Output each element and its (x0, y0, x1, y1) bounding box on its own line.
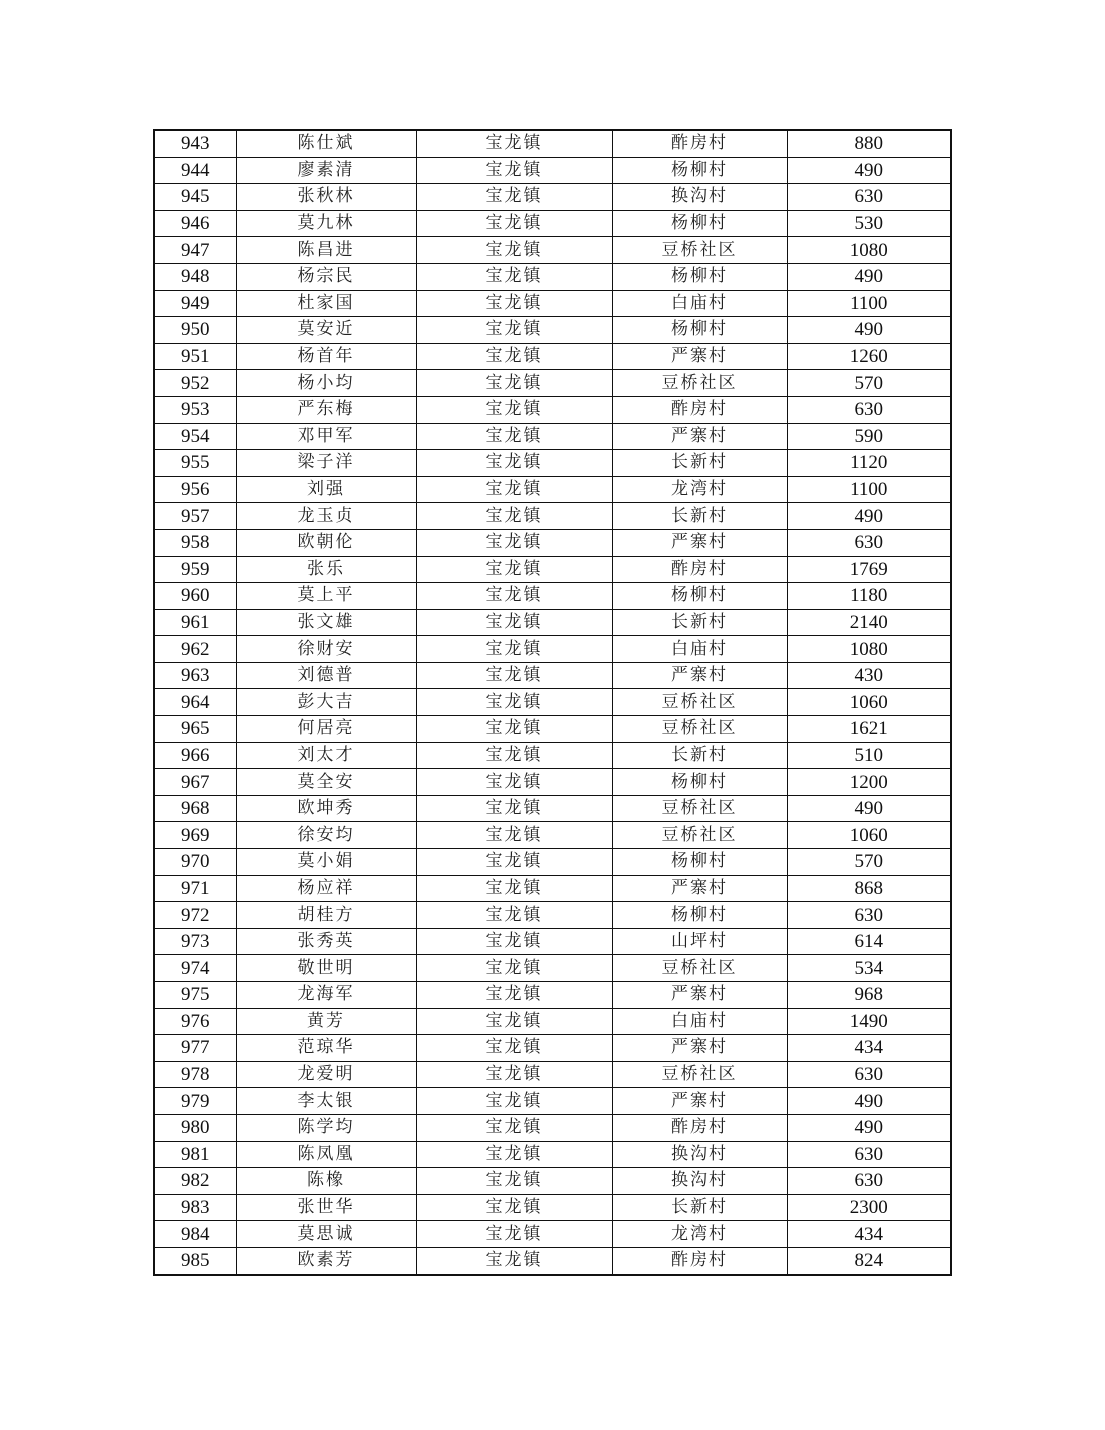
cell-serial-number: 977 (154, 1035, 236, 1062)
cell-village: 山坪村 (612, 928, 787, 955)
cell-amount: 1100 (787, 476, 951, 503)
cell-village: 龙湾村 (612, 476, 787, 503)
cell-town: 宝龙镇 (416, 184, 612, 211)
cell-amount: 1100 (787, 290, 951, 317)
cell-serial-number: 947 (154, 237, 236, 264)
cell-person-name: 何居亮 (236, 716, 416, 743)
cell-village: 严寨村 (612, 343, 787, 370)
cell-amount: 2140 (787, 609, 951, 636)
table-row (154, 875, 951, 902)
table-row (154, 476, 951, 503)
cell-amount: 968 (787, 982, 951, 1009)
cell-town: 宝龙镇 (416, 157, 612, 184)
table-row (154, 1221, 951, 1248)
cell-person-name: 邓甲军 (236, 423, 416, 450)
cell-person-name: 刘太才 (236, 742, 416, 769)
cell-village: 严寨村 (612, 662, 787, 689)
cell-person-name: 梁子洋 (236, 450, 416, 477)
table-row (154, 556, 951, 583)
cell-village: 杨柳村 (612, 263, 787, 290)
cell-serial-number: 981 (154, 1141, 236, 1168)
table-row (154, 529, 951, 556)
cell-person-name: 严东梅 (236, 396, 416, 423)
cell-amount: 490 (787, 1088, 951, 1115)
cell-town: 宝龙镇 (416, 1114, 612, 1141)
cell-person-name: 徐安均 (236, 822, 416, 849)
cell-amount: 1080 (787, 237, 951, 264)
cell-town: 宝龙镇 (416, 529, 612, 556)
table-row (154, 450, 951, 477)
cell-town: 宝龙镇 (416, 902, 612, 929)
cell-person-name: 杨小均 (236, 370, 416, 397)
cell-town: 宝龙镇 (416, 370, 612, 397)
roster-table (153, 129, 952, 1276)
cell-person-name: 廖素清 (236, 157, 416, 184)
cell-amount: 1769 (787, 556, 951, 583)
cell-town: 宝龙镇 (416, 1141, 612, 1168)
cell-serial-number: 954 (154, 423, 236, 450)
cell-amount: 614 (787, 928, 951, 955)
cell-village: 杨柳村 (612, 583, 787, 610)
table-row (154, 396, 951, 423)
cell-serial-number: 945 (154, 184, 236, 211)
cell-serial-number: 969 (154, 822, 236, 849)
cell-village: 长新村 (612, 742, 787, 769)
cell-serial-number: 973 (154, 928, 236, 955)
cell-village: 白庙村 (612, 290, 787, 317)
table-row (154, 689, 951, 716)
cell-village: 酢房村 (612, 1247, 787, 1274)
table-row (154, 583, 951, 610)
table-row (154, 769, 951, 796)
cell-town: 宝龙镇 (416, 290, 612, 317)
cell-town: 宝龙镇 (416, 928, 612, 955)
cell-amount: 534 (787, 955, 951, 982)
cell-serial-number: 952 (154, 370, 236, 397)
cell-person-name: 敬世明 (236, 955, 416, 982)
cell-person-name: 欧素芳 (236, 1247, 416, 1274)
cell-amount: 510 (787, 742, 951, 769)
cell-amount: 630 (787, 529, 951, 556)
cell-person-name: 陈昌进 (236, 237, 416, 264)
cell-person-name: 龙海军 (236, 982, 416, 1009)
cell-serial-number: 978 (154, 1061, 236, 1088)
cell-village: 豆桥社区 (612, 716, 787, 743)
table-row (154, 1168, 951, 1195)
table-row (154, 662, 951, 689)
table-row (154, 1061, 951, 1088)
cell-person-name: 莫安近 (236, 317, 416, 344)
cell-village: 换沟村 (612, 1141, 787, 1168)
cell-serial-number: 955 (154, 450, 236, 477)
cell-village: 豆桥社区 (612, 689, 787, 716)
cell-village: 长新村 (612, 1194, 787, 1221)
cell-serial-number: 960 (154, 583, 236, 610)
cell-person-name: 莫思诚 (236, 1221, 416, 1248)
cell-village: 龙湾村 (612, 1221, 787, 1248)
cell-village: 杨柳村 (612, 902, 787, 929)
cell-town: 宝龙镇 (416, 1168, 612, 1195)
cell-village: 严寨村 (612, 1035, 787, 1062)
cell-person-name: 陈学均 (236, 1114, 416, 1141)
cell-amount: 630 (787, 1168, 951, 1195)
cell-town: 宝龙镇 (416, 982, 612, 1009)
cell-serial-number: 971 (154, 875, 236, 902)
cell-amount: 1621 (787, 716, 951, 743)
table-row (154, 636, 951, 663)
table-row (154, 795, 951, 822)
table-row (154, 1035, 951, 1062)
cell-serial-number: 976 (154, 1008, 236, 1035)
cell-amount: 590 (787, 423, 951, 450)
cell-village: 杨柳村 (612, 317, 787, 344)
roster-table-body (154, 130, 951, 1275)
table-row (154, 263, 951, 290)
cell-town: 宝龙镇 (416, 423, 612, 450)
cell-person-name: 莫小娟 (236, 849, 416, 876)
cell-serial-number: 962 (154, 636, 236, 663)
table-row (154, 290, 951, 317)
cell-amount: 1080 (787, 636, 951, 663)
cell-serial-number: 979 (154, 1088, 236, 1115)
cell-amount: 1260 (787, 343, 951, 370)
cell-town: 宝龙镇 (416, 130, 612, 157)
cell-village: 豆桥社区 (612, 795, 787, 822)
cell-town: 宝龙镇 (416, 795, 612, 822)
cell-person-name: 欧朝伦 (236, 529, 416, 556)
cell-amount: 1180 (787, 583, 951, 610)
cell-town: 宝龙镇 (416, 636, 612, 663)
cell-village: 严寨村 (612, 1088, 787, 1115)
cell-amount: 824 (787, 1247, 951, 1274)
cell-person-name: 张秋林 (236, 184, 416, 211)
cell-town: 宝龙镇 (416, 849, 612, 876)
cell-amount: 1060 (787, 689, 951, 716)
cell-serial-number: 965 (154, 716, 236, 743)
cell-village: 杨柳村 (612, 849, 787, 876)
cell-person-name: 莫九林 (236, 210, 416, 237)
cell-person-name: 彭大吉 (236, 689, 416, 716)
cell-village: 豆桥社区 (612, 955, 787, 982)
cell-serial-number: 951 (154, 343, 236, 370)
cell-town: 宝龙镇 (416, 875, 612, 902)
cell-person-name: 欧坤秀 (236, 795, 416, 822)
cell-town: 宝龙镇 (416, 317, 612, 344)
cell-person-name: 张秀英 (236, 928, 416, 955)
cell-person-name: 莫上平 (236, 583, 416, 610)
cell-village: 白庙村 (612, 636, 787, 663)
cell-person-name: 莫全安 (236, 769, 416, 796)
cell-serial-number: 959 (154, 556, 236, 583)
cell-serial-number: 944 (154, 157, 236, 184)
cell-amount: 490 (787, 503, 951, 530)
cell-town: 宝龙镇 (416, 955, 612, 982)
cell-person-name: 陈仕斌 (236, 130, 416, 157)
cell-person-name: 杨应祥 (236, 875, 416, 902)
cell-person-name: 龙玉贞 (236, 503, 416, 530)
cell-person-name: 刘强 (236, 476, 416, 503)
cell-serial-number: 974 (154, 955, 236, 982)
cell-town: 宝龙镇 (416, 237, 612, 264)
cell-town: 宝龙镇 (416, 1088, 612, 1115)
table-row (154, 343, 951, 370)
cell-village: 豆桥社区 (612, 370, 787, 397)
cell-town: 宝龙镇 (416, 476, 612, 503)
cell-serial-number: 957 (154, 503, 236, 530)
cell-village: 豆桥社区 (612, 1061, 787, 1088)
table-row (154, 210, 951, 237)
cell-town: 宝龙镇 (416, 396, 612, 423)
cell-serial-number: 963 (154, 662, 236, 689)
cell-person-name: 杜家国 (236, 290, 416, 317)
table-row (154, 822, 951, 849)
table-row (154, 902, 951, 929)
table-row (154, 317, 951, 344)
cell-amount: 1120 (787, 450, 951, 477)
cell-town: 宝龙镇 (416, 609, 612, 636)
cell-village: 长新村 (612, 450, 787, 477)
cell-village: 严寨村 (612, 529, 787, 556)
cell-amount: 868 (787, 875, 951, 902)
cell-town: 宝龙镇 (416, 662, 612, 689)
cell-village: 严寨村 (612, 982, 787, 1009)
table-row (154, 237, 951, 264)
table-row (154, 1088, 951, 1115)
table-row (154, 503, 951, 530)
cell-serial-number: 970 (154, 849, 236, 876)
cell-person-name: 黄芳 (236, 1008, 416, 1035)
table-row (154, 955, 951, 982)
cell-town: 宝龙镇 (416, 1221, 612, 1248)
cell-amount: 630 (787, 1061, 951, 1088)
cell-serial-number: 983 (154, 1194, 236, 1221)
cell-serial-number: 956 (154, 476, 236, 503)
table-row (154, 184, 951, 211)
cell-village: 杨柳村 (612, 157, 787, 184)
cell-serial-number: 966 (154, 742, 236, 769)
cell-person-name: 胡桂方 (236, 902, 416, 929)
cell-amount: 570 (787, 370, 951, 397)
table-row (154, 1247, 951, 1274)
cell-amount: 434 (787, 1035, 951, 1062)
table-row (154, 1008, 951, 1035)
cell-person-name: 陈凤凰 (236, 1141, 416, 1168)
cell-town: 宝龙镇 (416, 1247, 612, 1274)
cell-village: 杨柳村 (612, 210, 787, 237)
cell-serial-number: 950 (154, 317, 236, 344)
table-row (154, 716, 951, 743)
cell-village: 酢房村 (612, 130, 787, 157)
cell-village: 酢房村 (612, 1114, 787, 1141)
cell-serial-number: 967 (154, 769, 236, 796)
cell-village: 白庙村 (612, 1008, 787, 1035)
cell-amount: 630 (787, 396, 951, 423)
cell-amount: 430 (787, 662, 951, 689)
table-row (154, 1141, 951, 1168)
cell-serial-number: 946 (154, 210, 236, 237)
cell-village: 酢房村 (612, 396, 787, 423)
cell-person-name: 杨宗民 (236, 263, 416, 290)
cell-amount: 1490 (787, 1008, 951, 1035)
cell-amount: 630 (787, 1141, 951, 1168)
cell-village: 长新村 (612, 609, 787, 636)
cell-amount: 880 (787, 130, 951, 157)
cell-serial-number: 948 (154, 263, 236, 290)
table-row (154, 1114, 951, 1141)
cell-town: 宝龙镇 (416, 689, 612, 716)
table-row (154, 928, 951, 955)
cell-town: 宝龙镇 (416, 1061, 612, 1088)
cell-serial-number: 982 (154, 1168, 236, 1195)
cell-amount: 434 (787, 1221, 951, 1248)
cell-village: 换沟村 (612, 184, 787, 211)
cell-village: 长新村 (612, 503, 787, 530)
cell-serial-number: 953 (154, 396, 236, 423)
table-row (154, 157, 951, 184)
table-row (154, 849, 951, 876)
cell-amount: 1200 (787, 769, 951, 796)
cell-amount: 490 (787, 795, 951, 822)
cell-serial-number: 949 (154, 290, 236, 317)
cell-town: 宝龙镇 (416, 583, 612, 610)
cell-amount: 490 (787, 317, 951, 344)
cell-village: 豆桥社区 (612, 237, 787, 264)
cell-amount: 490 (787, 1114, 951, 1141)
cell-town: 宝龙镇 (416, 1194, 612, 1221)
cell-amount: 630 (787, 184, 951, 211)
cell-serial-number: 985 (154, 1247, 236, 1274)
cell-person-name: 刘德普 (236, 662, 416, 689)
cell-person-name: 张文雄 (236, 609, 416, 636)
table-row (154, 609, 951, 636)
table-row (154, 1194, 951, 1221)
cell-village: 杨柳村 (612, 769, 787, 796)
cell-town: 宝龙镇 (416, 210, 612, 237)
cell-amount: 570 (787, 849, 951, 876)
cell-person-name: 张世华 (236, 1194, 416, 1221)
cell-amount: 2300 (787, 1194, 951, 1221)
cell-serial-number: 943 (154, 130, 236, 157)
table-row (154, 370, 951, 397)
cell-amount: 1060 (787, 822, 951, 849)
cell-person-name: 陈橡 (236, 1168, 416, 1195)
cell-town: 宝龙镇 (416, 343, 612, 370)
cell-village: 豆桥社区 (612, 822, 787, 849)
cell-serial-number: 972 (154, 902, 236, 929)
cell-town: 宝龙镇 (416, 263, 612, 290)
cell-serial-number: 968 (154, 795, 236, 822)
cell-person-name: 张乐 (236, 556, 416, 583)
cell-town: 宝龙镇 (416, 503, 612, 530)
cell-person-name: 李太银 (236, 1088, 416, 1115)
cell-town: 宝龙镇 (416, 822, 612, 849)
cell-village: 酢房村 (612, 556, 787, 583)
cell-town: 宝龙镇 (416, 450, 612, 477)
cell-amount: 490 (787, 263, 951, 290)
table-row (154, 742, 951, 769)
cell-town: 宝龙镇 (416, 1035, 612, 1062)
cell-amount: 530 (787, 210, 951, 237)
cell-person-name: 龙爱明 (236, 1061, 416, 1088)
cell-serial-number: 975 (154, 982, 236, 1009)
cell-village: 严寨村 (612, 875, 787, 902)
cell-person-name: 杨首年 (236, 343, 416, 370)
cell-serial-number: 964 (154, 689, 236, 716)
cell-amount: 630 (787, 902, 951, 929)
cell-village: 换沟村 (612, 1168, 787, 1195)
cell-town: 宝龙镇 (416, 716, 612, 743)
cell-town: 宝龙镇 (416, 1008, 612, 1035)
cell-village: 严寨村 (612, 423, 787, 450)
cell-town: 宝龙镇 (416, 742, 612, 769)
cell-serial-number: 980 (154, 1114, 236, 1141)
cell-serial-number: 984 (154, 1221, 236, 1248)
cell-town: 宝龙镇 (416, 556, 612, 583)
table-row (154, 130, 951, 157)
table-row (154, 982, 951, 1009)
cell-town: 宝龙镇 (416, 769, 612, 796)
cell-amount: 490 (787, 157, 951, 184)
cell-serial-number: 961 (154, 609, 236, 636)
cell-person-name: 徐财安 (236, 636, 416, 663)
cell-person-name: 范琼华 (236, 1035, 416, 1062)
table-row (154, 423, 951, 450)
cell-serial-number: 958 (154, 529, 236, 556)
